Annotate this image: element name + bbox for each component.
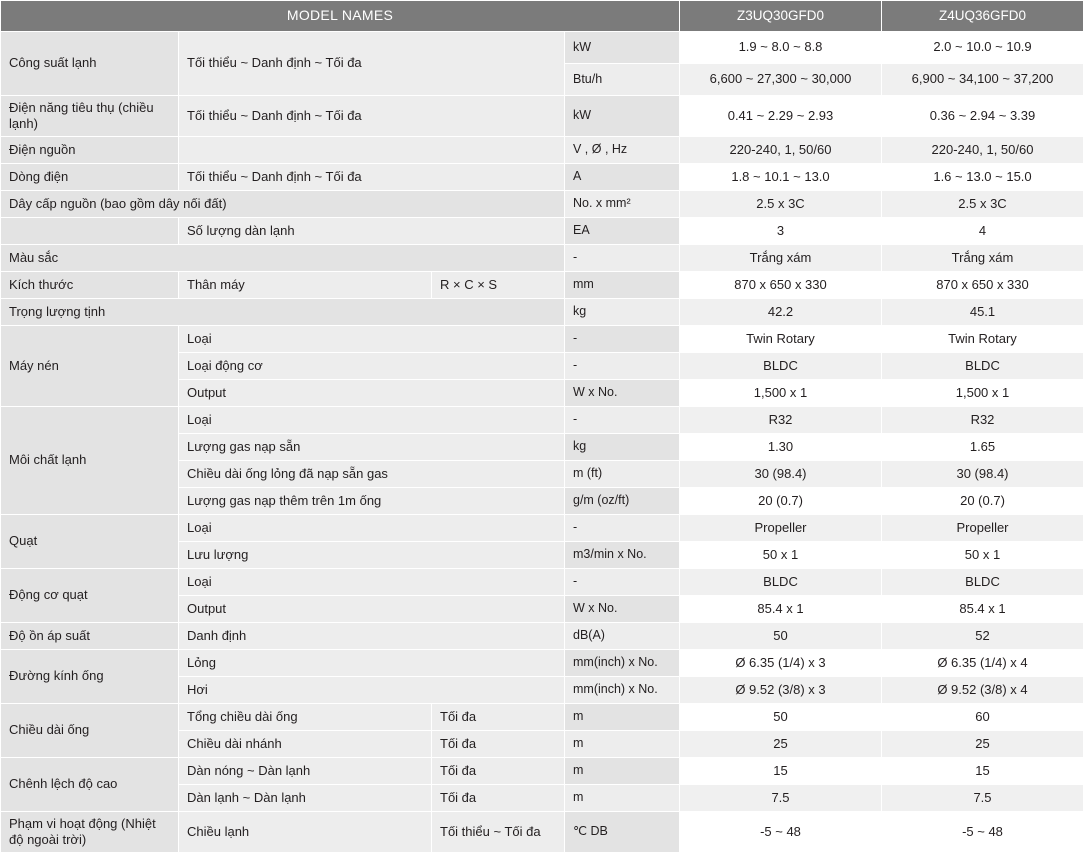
row-value-model-1: Propeller bbox=[680, 515, 882, 542]
row-value-model-2: 4 bbox=[882, 218, 1083, 245]
row-value-model-2: 52 bbox=[882, 623, 1083, 650]
row-value-model-1: 25 bbox=[680, 731, 882, 758]
row-sublabel: Loại động cơ bbox=[179, 353, 565, 380]
row-label: Điện nguồn bbox=[1, 137, 179, 164]
row-label: Quạt bbox=[1, 515, 179, 569]
row-sublabel: Loại bbox=[179, 326, 565, 353]
row-label: Phạm vi hoạt động (Nhiệt độ ngoài trời) bbox=[1, 812, 179, 853]
row-label: Điện năng tiêu thụ (chiều lạnh) bbox=[1, 96, 179, 137]
row-value-model-2: 45.1 bbox=[882, 299, 1083, 326]
table-row bbox=[1, 245, 1083, 272]
row-unit: - bbox=[565, 407, 680, 434]
row-unit: A bbox=[565, 164, 680, 191]
row-unit: - bbox=[565, 245, 680, 272]
table-row bbox=[1, 32, 1083, 64]
row-value-model-1: -5 ~ 48 bbox=[680, 812, 882, 853]
row-unit: - bbox=[565, 569, 680, 596]
row-value-model-1: 50 bbox=[680, 623, 882, 650]
row-value-model-2: 6,900 ~ 34,100 ~ 37,200 bbox=[882, 64, 1083, 96]
row-unit: kg bbox=[565, 434, 680, 461]
row-unit: m bbox=[565, 704, 680, 731]
row-value-model-2: Twin Rotary bbox=[882, 326, 1083, 353]
table-row bbox=[1, 812, 1083, 853]
row-sublabel: Lỏng bbox=[179, 650, 565, 677]
row-value-model-1: 50 bbox=[680, 704, 882, 731]
row-sublabel: Tổng chiều dài ống bbox=[179, 704, 432, 731]
row-value-model-2: 20 (0.7) bbox=[882, 488, 1083, 515]
row-sublabel bbox=[179, 137, 565, 164]
row-value-model-2: 85.4 x 1 bbox=[882, 596, 1083, 623]
row-value-model-2: 1.65 bbox=[882, 434, 1083, 461]
table-row bbox=[1, 650, 1083, 677]
row-label: Máy nén bbox=[1, 326, 179, 407]
row-label: Độ ồn áp suất bbox=[1, 623, 179, 650]
row-value-model-1: Trắng xám bbox=[680, 245, 882, 272]
row-value-model-1: Ø 9.52 (3/8) x 3 bbox=[680, 677, 882, 704]
table-row bbox=[1, 299, 1083, 326]
table-row bbox=[1, 191, 1083, 218]
row-label bbox=[1, 218, 179, 245]
row-value-model-1: 30 (98.4) bbox=[680, 461, 882, 488]
row-sublabel: Danh định bbox=[179, 623, 565, 650]
row-value-model-2: 25 bbox=[882, 731, 1083, 758]
row-sublabel: Output bbox=[179, 596, 565, 623]
row-value-model-2: BLDC bbox=[882, 569, 1083, 596]
row-unit: m (ft) bbox=[565, 461, 680, 488]
row-value-model-2: 1,500 x 1 bbox=[882, 380, 1083, 407]
row-value-model-2: 15 bbox=[882, 758, 1083, 785]
table-row bbox=[1, 515, 1083, 542]
row-label: Dòng điện bbox=[1, 164, 179, 191]
row-label: Màu sắc bbox=[1, 245, 565, 272]
row-unit: ℃ DB bbox=[565, 812, 680, 853]
row-value-model-2: BLDC bbox=[882, 353, 1083, 380]
row-label: Động cơ quạt bbox=[1, 569, 179, 623]
row-value-model-1: 1.30 bbox=[680, 434, 882, 461]
row-value-model-2: 30 (98.4) bbox=[882, 461, 1083, 488]
row-unit: m bbox=[565, 785, 680, 812]
row-value-model-1: 7.5 bbox=[680, 785, 882, 812]
row-sublabel-2: Tối đa bbox=[432, 785, 565, 812]
row-sublabel: Tối thiểu ~ Danh định ~ Tối đa bbox=[179, 96, 565, 137]
table-row bbox=[1, 623, 1083, 650]
row-value-model-2: R32 bbox=[882, 407, 1083, 434]
row-value-model-2: 870 x 650 x 330 bbox=[882, 272, 1083, 299]
header-model-2: Z4UQ36GFD0 bbox=[882, 1, 1083, 32]
row-sublabel: Loại bbox=[179, 407, 565, 434]
table-row bbox=[1, 407, 1083, 434]
row-value-model-1: 42.2 bbox=[680, 299, 882, 326]
row-sublabel-2: Tối đa bbox=[432, 704, 565, 731]
row-unit: W x No. bbox=[565, 380, 680, 407]
header-model-1: Z3UQ30GFD0 bbox=[680, 1, 882, 32]
row-value-model-1: 50 x 1 bbox=[680, 542, 882, 569]
row-unit: No. x mm² bbox=[565, 191, 680, 218]
row-unit: W x No. bbox=[565, 596, 680, 623]
row-unit: V , Ø , Hz bbox=[565, 137, 680, 164]
row-value-model-2: Ø 9.52 (3/8) x 4 bbox=[882, 677, 1083, 704]
header-model-names: MODEL NAMES bbox=[1, 1, 680, 32]
row-value-model-1: 2.5 x 3C bbox=[680, 191, 882, 218]
row-value-model-2: 0.36 ~ 2.94 ~ 3.39 bbox=[882, 96, 1083, 137]
row-unit: m bbox=[565, 731, 680, 758]
table-row bbox=[1, 758, 1083, 785]
row-value-model-1: 870 x 650 x 330 bbox=[680, 272, 882, 299]
row-unit: g/m (oz/ft) bbox=[565, 488, 680, 515]
row-value-model-2: 220-240, 1, 50/60 bbox=[882, 137, 1083, 164]
row-unit: - bbox=[565, 326, 680, 353]
row-value-model-2: Ø 6.35 (1/4) x 4 bbox=[882, 650, 1083, 677]
row-sublabel: Lưu lượng bbox=[179, 542, 565, 569]
table-row bbox=[1, 704, 1083, 731]
row-label: Công suất lạnh bbox=[1, 32, 179, 96]
row-unit: m3/min x No. bbox=[565, 542, 680, 569]
row-value-model-1: 85.4 x 1 bbox=[680, 596, 882, 623]
row-sublabel-2: Tối đa bbox=[432, 731, 565, 758]
row-value-model-2: Propeller bbox=[882, 515, 1083, 542]
row-unit: - bbox=[565, 515, 680, 542]
row-unit: mm bbox=[565, 272, 680, 299]
row-unit: Btu/h bbox=[565, 64, 680, 96]
table-row bbox=[1, 137, 1083, 164]
row-value-model-1: 3 bbox=[680, 218, 882, 245]
row-sublabel: Thân máy bbox=[179, 272, 432, 299]
table-row bbox=[1, 569, 1083, 596]
row-sublabel: Lượng gas nạp sẵn bbox=[179, 434, 565, 461]
row-value-model-1: 1,500 x 1 bbox=[680, 380, 882, 407]
row-label: Chênh lệch độ cao bbox=[1, 758, 179, 812]
row-label: Kích thước bbox=[1, 272, 179, 299]
row-sublabel-2: R × C × S bbox=[432, 272, 565, 299]
row-value-model-1: R32 bbox=[680, 407, 882, 434]
row-value-model-2: 50 x 1 bbox=[882, 542, 1083, 569]
row-unit: dB(A) bbox=[565, 623, 680, 650]
row-sublabel: Lượng gas nạp thêm trên 1m ống bbox=[179, 488, 565, 515]
row-value-model-2: 7.5 bbox=[882, 785, 1083, 812]
row-value-model-1: 1.8 ~ 10.1 ~ 13.0 bbox=[680, 164, 882, 191]
row-unit: kg bbox=[565, 299, 680, 326]
row-value-model-1: 15 bbox=[680, 758, 882, 785]
row-sublabel: Tối thiểu ~ Danh định ~ Tối đa bbox=[179, 164, 565, 191]
row-sublabel: Loại bbox=[179, 515, 565, 542]
row-sublabel: Chiều dài nhánh bbox=[179, 731, 432, 758]
row-sublabel-2: Tối thiểu ~ Tối đa bbox=[432, 812, 565, 853]
row-value-model-1: 220-240, 1, 50/60 bbox=[680, 137, 882, 164]
row-unit: - bbox=[565, 353, 680, 380]
row-sublabel: Chiều dài ống lỏng đã nạp sẵn gas bbox=[179, 461, 565, 488]
row-value-model-1: Ø 6.35 (1/4) x 3 bbox=[680, 650, 882, 677]
row-unit: mm(inch) x No. bbox=[565, 650, 680, 677]
row-label: Dây cấp nguồn (bao gồm dây nối đất) bbox=[1, 191, 565, 218]
table-row bbox=[1, 272, 1083, 299]
row-value-model-1: BLDC bbox=[680, 569, 882, 596]
row-value-model-2: -5 ~ 48 bbox=[882, 812, 1083, 853]
row-sublabel: Loại bbox=[179, 569, 565, 596]
row-value-model-1: 20 (0.7) bbox=[680, 488, 882, 515]
row-label: Môi chất lạnh bbox=[1, 407, 179, 515]
row-label: Chiều dài ống bbox=[1, 704, 179, 758]
row-unit: kW bbox=[565, 32, 680, 64]
table-row bbox=[1, 218, 1083, 245]
row-value-model-2: 1.6 ~ 13.0 ~ 15.0 bbox=[882, 164, 1083, 191]
table-header-row bbox=[1, 1, 1083, 32]
table-row bbox=[1, 326, 1083, 353]
row-sublabel: Dàn lạnh ~ Dàn lạnh bbox=[179, 785, 432, 812]
row-value-model-2: 60 bbox=[882, 704, 1083, 731]
row-value-model-2: 2.0 ~ 10.0 ~ 10.9 bbox=[882, 32, 1083, 64]
row-sublabel: Tối thiểu ~ Danh định ~ Tối đa bbox=[179, 32, 565, 96]
row-value-model-1: BLDC bbox=[680, 353, 882, 380]
row-unit: m bbox=[565, 758, 680, 785]
row-value-model-1: Twin Rotary bbox=[680, 326, 882, 353]
row-sublabel: Dàn nóng ~ Dàn lạnh bbox=[179, 758, 432, 785]
row-sublabel: Chiều lạnh bbox=[179, 812, 432, 853]
table-row bbox=[1, 164, 1083, 191]
row-value-model-1: 1.9 ~ 8.0 ~ 8.8 bbox=[680, 32, 882, 64]
row-label: Trọng lượng tịnh bbox=[1, 299, 565, 326]
row-unit: kW bbox=[565, 96, 680, 137]
row-sublabel: Hơi bbox=[179, 677, 565, 704]
row-value-model-2: Trắng xám bbox=[882, 245, 1083, 272]
row-sublabel: Số lượng dàn lạnh bbox=[179, 218, 565, 245]
row-value-model-1: 0.41 ~ 2.29 ~ 2.93 bbox=[680, 96, 882, 137]
row-unit: mm(inch) x No. bbox=[565, 677, 680, 704]
row-value-model-2: 2.5 x 3C bbox=[882, 191, 1083, 218]
row-value-model-1: 6,600 ~ 27,300 ~ 30,000 bbox=[680, 64, 882, 96]
row-sublabel-2: Tối đa bbox=[432, 758, 565, 785]
table-row bbox=[1, 96, 1083, 137]
row-unit: EA bbox=[565, 218, 680, 245]
row-sublabel: Output bbox=[179, 380, 565, 407]
row-label: Đường kính ống bbox=[1, 650, 179, 704]
